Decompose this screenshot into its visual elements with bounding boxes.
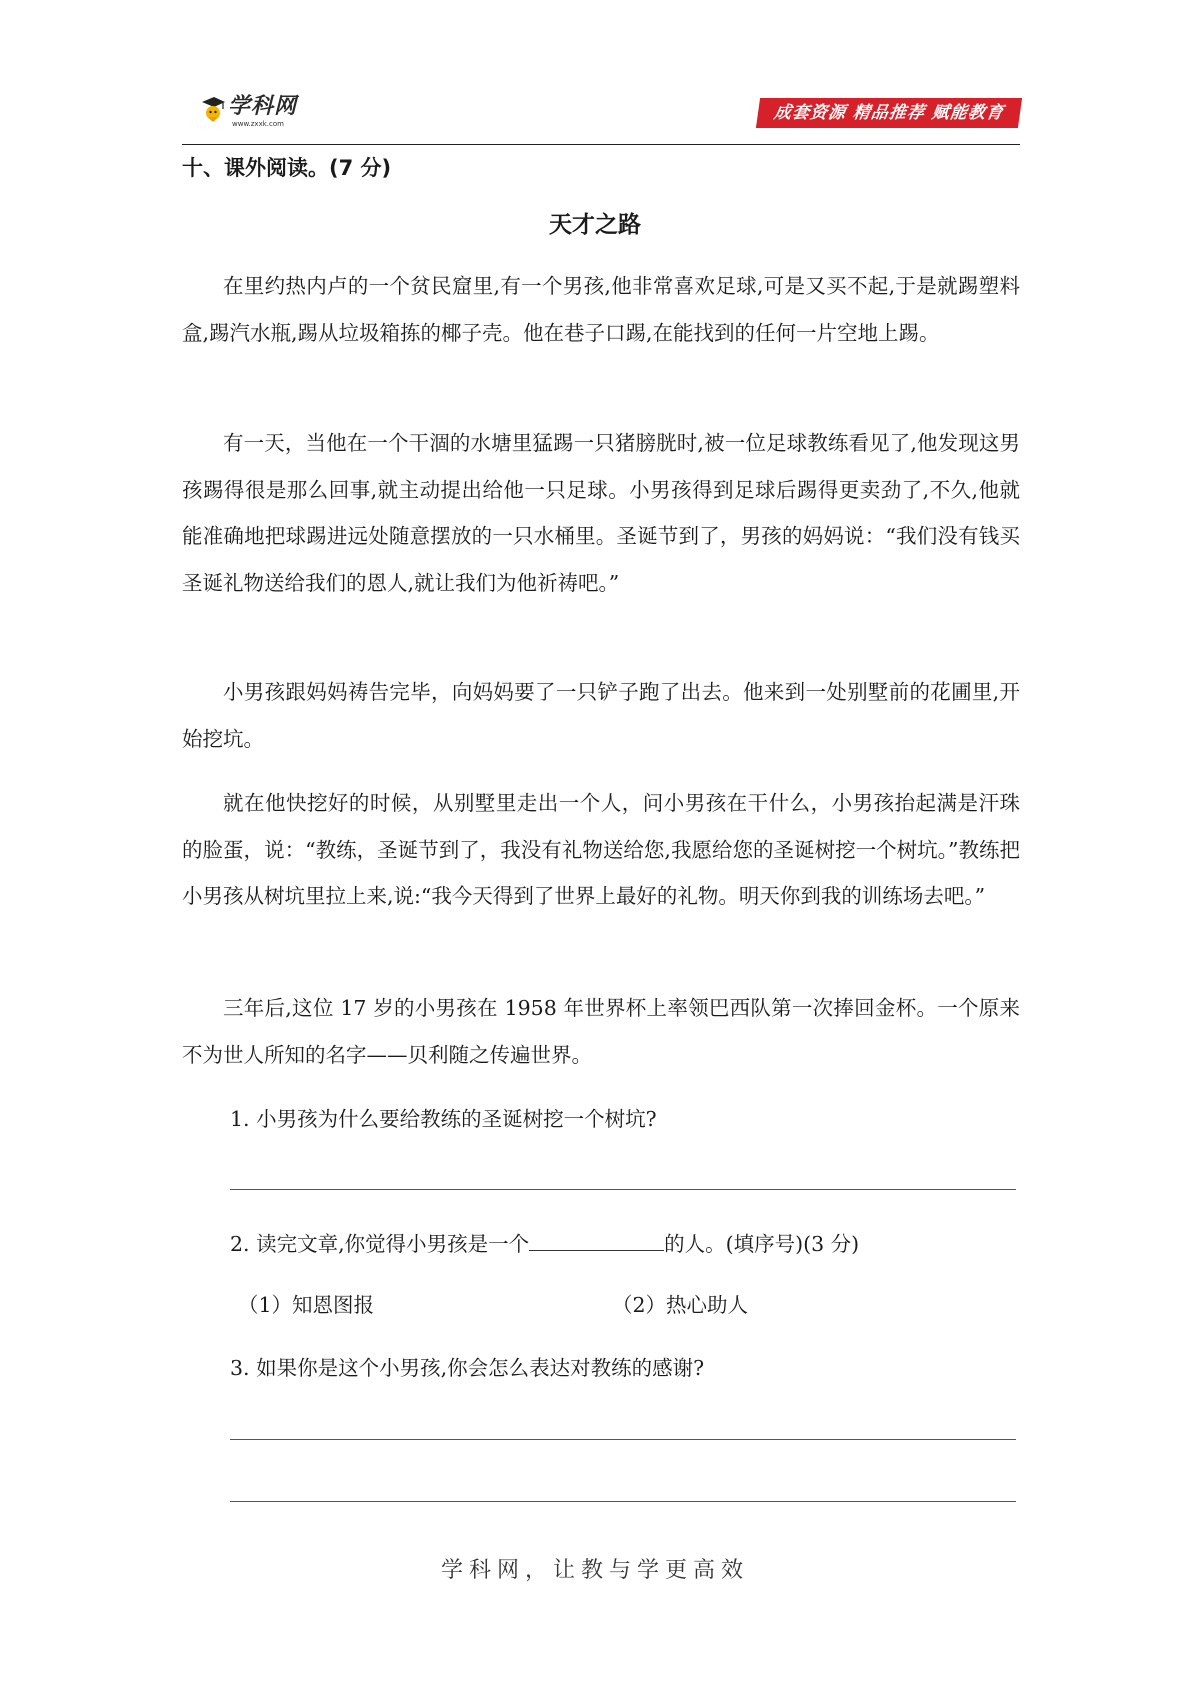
question-3: 3. 如果你是这个小男孩,你会怎么表达对教练的感谢? — [230, 1356, 705, 1380]
section-title: 十、课外阅读。(7 分) — [182, 156, 392, 180]
fill-in-blank[interactable] — [529, 1228, 664, 1251]
question-1: 1. 小男孩为什么要给教练的圣诞树挖一个树坑? — [230, 1107, 657, 1131]
paragraph-3: 小男孩跟妈妈祷告完毕，向妈妈要了一只铲子跑了出去。他来到一处别墅前的花圃里,开始挖坑。 — [182, 680, 1020, 751]
question-2 — [230, 1228, 859, 1259]
question-2-prefix: 2. 读完文章,你觉得小男孩是一个 — [230, 1232, 530, 1256]
article-title: 天才之路 — [549, 212, 641, 238]
paragraph-4: 就在他快挖好的时候，从别墅里走出一个人，问小男孩在干什么，小男孩抬起满是汗珠的脸蛋，说：“教练，圣诞节到了，我没有礼物送给您,我愿给您的圣诞树挖一个树坑。”教练把小男孩从树坑里拉上来,说:“我今天得到了世界上最好的礼物。明天你到我的训练场去吧。” — [182, 791, 1020, 908]
logo-text: 学科网 — [228, 94, 298, 119]
paragraph-1: 在里约热内卢的一个贫民窟里,有一个男孩,他非常喜欢足球,可是又买不起,于是就踢塑料盒,踢汽水瓶,踢从垃圾箱拣的椰子壳。他在巷子口踢,在能找到的任何一片空地上踢。 — [182, 274, 1020, 345]
question-2-suffix: 的人。(填序号)(3 分) — [664, 1232, 860, 1256]
option-1: （1）知恩图报 — [238, 1293, 375, 1317]
page-footer: 学科网，让教与学更高效 — [440, 1558, 749, 1583]
slogan-banner: 成套资源 精品推荐 赋能教育 — [756, 98, 1022, 128]
logo-url: www.zxxk.com — [232, 120, 284, 128]
mascot-icon — [200, 94, 226, 130]
paragraph-5: 三年后,这位 17 岁的小男孩在 1958 年世界杯上率领巴西队第一次捧回金杯。一个原来不为世人所知的名字——贝利随之传遍世界。 — [182, 996, 1020, 1067]
answer-line-q1[interactable] — [230, 1189, 1016, 1190]
paragraph-2: 有一天，当他在一个干涸的水塘里猛踢一只猪膀胱时,被一位足球教练看见了,他发现这男孩踢得很是那么回事,就主动提出给他一只足球。小男孩得到足球后踢得更卖劲了,不久,他就能准确地把球踢进远处随意摆放的一只水桶里。圣诞节到了，男孩的妈妈说：“我们没有钱买圣诞礼物送给我们的恩人,就让我们为他祈祷吧。” — [182, 431, 1020, 595]
header-divider — [182, 144, 1020, 145]
page-header — [182, 88, 1020, 146]
answer-line-q3-1[interactable] — [230, 1439, 1016, 1440]
site-logo — [200, 94, 297, 138]
option-2: （2）热心助人 — [612, 1293, 749, 1317]
answer-line-q3-2[interactable] — [230, 1501, 1016, 1502]
